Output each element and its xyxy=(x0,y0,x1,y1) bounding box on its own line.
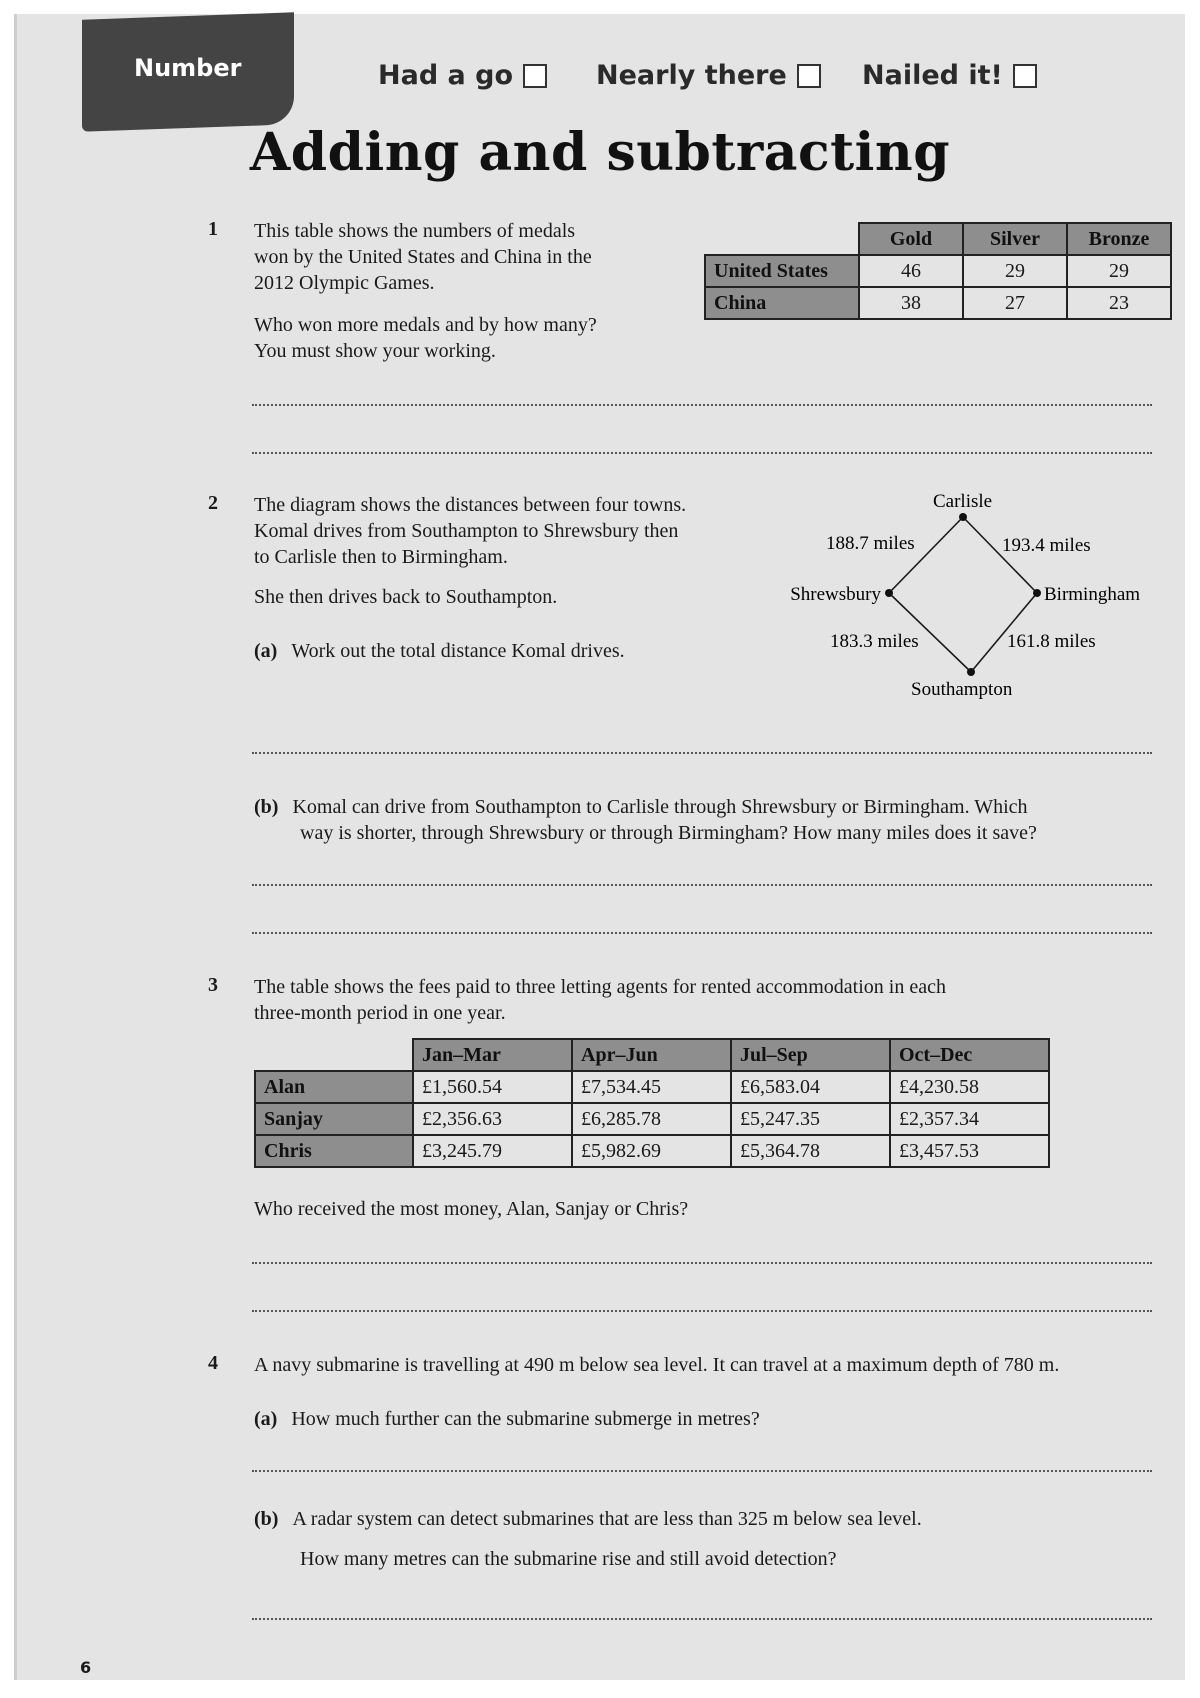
question-number-3: 3 xyxy=(208,974,218,996)
table-cell: £7,534.45 xyxy=(572,1071,731,1103)
page-title: Adding and subtracting xyxy=(249,122,951,183)
question-2-text xyxy=(254,492,686,570)
page-number: 6 xyxy=(80,1658,92,1677)
question-2-line-1: The diagram shows the distances between four towns. xyxy=(254,494,687,516)
part-label: (b) xyxy=(254,1508,279,1530)
status-had-a-go-label: Had a go xyxy=(378,60,514,91)
fees-row-label: Alan xyxy=(255,1071,413,1103)
fees-row-label: Chris xyxy=(255,1135,413,1167)
town-label-shrewsbury: Shrewsbury xyxy=(790,584,881,605)
distance-label-carlisle-birmingham: 193.4 miles xyxy=(1002,535,1091,556)
table-cell: £2,356.63 xyxy=(413,1103,572,1135)
table-cell: £5,247.35 xyxy=(731,1103,890,1135)
question-2-line-3: to Carlisle then to Birmingham. xyxy=(254,546,508,568)
table-cell: 38 xyxy=(859,287,963,319)
town-dot-carlisle xyxy=(959,513,967,521)
distance-label-shrewsbury-southampton: 183.3 miles xyxy=(830,631,919,652)
question-4a xyxy=(254,1406,760,1432)
edge-shrewsbury-carlisle xyxy=(889,517,963,593)
town-dot-birmingham xyxy=(1033,589,1041,597)
status-had-a-go xyxy=(378,60,547,91)
medals-table xyxy=(704,222,1172,320)
table-cell: 29 xyxy=(1067,255,1171,287)
table-cell: £6,583.04 xyxy=(731,1071,890,1103)
fees-header-oct-dec: Oct–Dec xyxy=(890,1039,1049,1071)
fees-header-jul-sep: Jul–Sep xyxy=(731,1039,890,1071)
question-4-text: A navy submarine is travelling at 490 m below sea level. It can travel at a maximum depth of 780 m. xyxy=(254,1354,1060,1376)
table-row xyxy=(705,287,1171,319)
medals-header-silver: Silver xyxy=(963,223,1067,255)
question-1-ask xyxy=(254,312,597,364)
question-number-2: 2 xyxy=(208,492,218,514)
distance-label-birmingham-southampton: 161.8 miles xyxy=(1007,631,1096,652)
status-nailed-it xyxy=(862,60,1037,91)
question-4b xyxy=(254,1506,922,1532)
table-cell: 29 xyxy=(963,255,1067,287)
question-3-line-2: three-month period in one year. xyxy=(254,1002,506,1024)
table-cell: £3,457.53 xyxy=(890,1135,1049,1167)
question-2a xyxy=(254,638,625,664)
table-cell: £6,285.78 xyxy=(572,1103,731,1135)
part-label: (b) xyxy=(254,796,279,818)
town-label-carlisle: Carlisle xyxy=(933,491,993,512)
part-label: (a) xyxy=(254,640,278,662)
answer-line[interactable] xyxy=(252,452,1152,454)
question-1-ask-line-2: You must show your working. xyxy=(254,340,496,362)
table-row xyxy=(705,255,1171,287)
table-cell: 46 xyxy=(859,255,963,287)
part-label: (a) xyxy=(254,1408,278,1430)
table-cell: £3,245.79 xyxy=(413,1135,572,1167)
medals-row-label: United States xyxy=(705,255,859,287)
question-3-line-1: The table shows the fees paid to three letting agents for rented accommodation in each xyxy=(254,976,946,998)
fees-header-jan-mar: Jan–Mar xyxy=(413,1039,572,1071)
section-tab-label: Number xyxy=(134,54,242,82)
part-text-line-2: way is shorter, through Shrewsbury or through Birmingham? How many miles does it save? xyxy=(300,822,1037,844)
nearly-there-checkbox[interactable] xyxy=(797,64,821,88)
question-2-line-2: Komal drives from Southampton to Shrewsbury then xyxy=(254,520,679,542)
answer-line[interactable] xyxy=(252,884,1152,886)
fees-corner-cell xyxy=(255,1039,413,1071)
question-number-4: 4 xyxy=(208,1352,218,1374)
answer-line[interactable] xyxy=(252,1470,1152,1472)
answer-line[interactable] xyxy=(252,932,1152,934)
part-text: Work out the total distance Komal drives. xyxy=(291,640,625,662)
table-cell: £2,357.34 xyxy=(890,1103,1049,1135)
fees-header-apr-jun: Apr–Jun xyxy=(572,1039,731,1071)
question-1-text xyxy=(254,218,592,296)
medals-header-gold: Gold xyxy=(859,223,963,255)
towns-distance-diagram xyxy=(770,484,1170,704)
question-3-ask: Who received the most money, Alan, Sanjay or Chris? xyxy=(254,1198,689,1220)
question-2-line-4: She then drives back to Southampton. xyxy=(254,586,558,608)
table-cell: £5,982.69 xyxy=(572,1135,731,1167)
fees-row-label: Sanjay xyxy=(255,1103,413,1135)
table-cell: £5,364.78 xyxy=(731,1135,890,1167)
question-2b xyxy=(254,794,1037,846)
status-nearly-there xyxy=(596,60,821,91)
fees-header-row xyxy=(255,1039,1049,1071)
medals-header-bronze: Bronze xyxy=(1067,223,1171,255)
question-1-line-2: won by the United States and China in the xyxy=(254,246,592,268)
answer-line[interactable] xyxy=(252,1618,1152,1620)
table-row xyxy=(255,1135,1049,1167)
table-cell: £4,230.58 xyxy=(890,1071,1049,1103)
part-text: How much further can the submarine submerge in metres? xyxy=(291,1408,760,1430)
answer-line[interactable] xyxy=(252,1262,1152,1264)
town-label-birmingham: Birmingham xyxy=(1044,584,1141,605)
letting-fees-table xyxy=(254,1038,1050,1168)
question-4b-line-2: How many metres can the submarine rise and still avoid detection? xyxy=(300,1548,837,1570)
question-1-ask-line-1: Who won more medals and by how many? xyxy=(254,314,597,336)
answer-line[interactable] xyxy=(252,1310,1152,1312)
answer-line[interactable] xyxy=(252,752,1152,754)
town-label-southampton: Southampton xyxy=(911,679,1013,700)
table-cell: 27 xyxy=(963,287,1067,319)
answer-line[interactable] xyxy=(252,404,1152,406)
question-1-line-1: This table shows the numbers of medals xyxy=(254,220,576,242)
question-number-1: 1 xyxy=(208,218,218,240)
medals-corner-cell xyxy=(705,223,859,255)
status-nailed-it-label: Nailed it! xyxy=(862,60,1003,91)
question-1-line-3: 2012 Olympic Games. xyxy=(254,272,435,294)
table-row xyxy=(255,1071,1049,1103)
part-text-line-1: A radar system can detect submarines that are less than 325 m below sea level. xyxy=(292,1508,922,1530)
town-dot-southampton xyxy=(967,668,975,676)
table-cell: £1,560.54 xyxy=(413,1071,572,1103)
distance-label-shrewsbury-carlisle: 188.7 miles xyxy=(826,533,915,554)
town-dot-shrewsbury xyxy=(885,589,893,597)
had-a-go-checkbox[interactable] xyxy=(523,64,547,88)
table-row xyxy=(255,1103,1049,1135)
status-nearly-there-label: Nearly there xyxy=(596,60,787,91)
table-cell: 23 xyxy=(1067,287,1171,319)
part-text-line-1: Komal can drive from Southampton to Carlisle through Shrewsbury or Birmingham. Which xyxy=(292,796,1028,818)
nailed-it-checkbox[interactable] xyxy=(1013,64,1037,88)
medals-header-row xyxy=(705,223,1171,255)
question-3-text xyxy=(254,974,946,1026)
medals-row-label: China xyxy=(705,287,859,319)
